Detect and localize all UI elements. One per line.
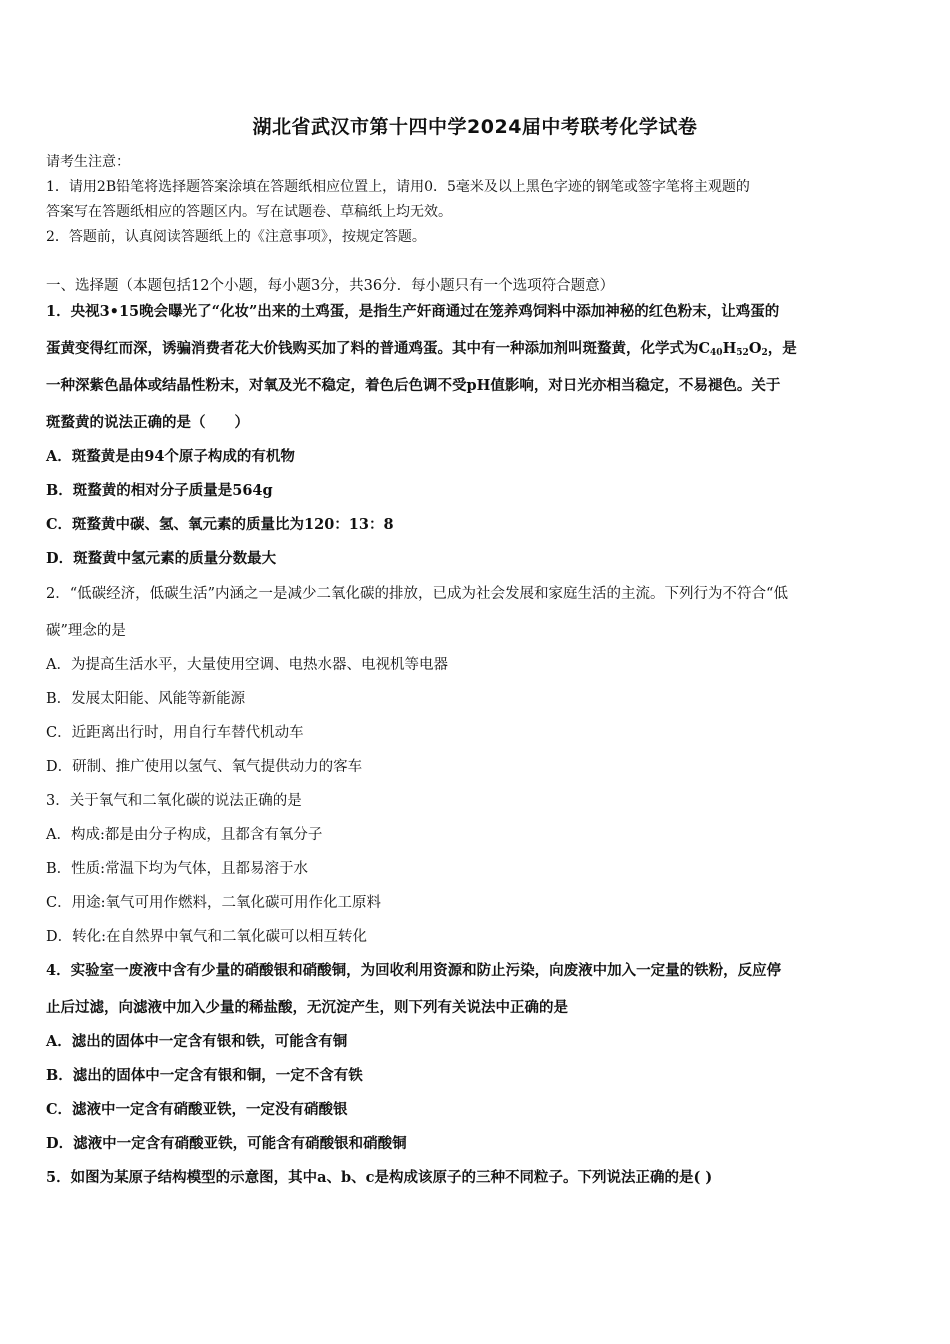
notice-item-1b: 答案写在答题纸相应的答题区内。写在试题卷、草稿纸上均无效。 bbox=[46, 204, 452, 220]
q1-option-d: D．斑蝥黄中氢元素的质量分数最大 bbox=[46, 550, 277, 567]
q1-stem-line1: 1．央视3•15晚会曝光了“化妆”出来的土鸡蛋，是指生产奸商通过在笼养鸡饲料中添加神秘的红色粉末，让鸡蛋的 bbox=[46, 303, 780, 320]
formula-sub-2: 2 bbox=[761, 348, 768, 358]
q4-option-d: D．滤液中一定含有硝酸亚铁，可能含有硝酸银和硝酸铜 bbox=[46, 1135, 407, 1152]
q1-stem-line2 bbox=[46, 339, 797, 363]
q2-option-a: A．为提高生活水平，大量使用空调、电热水器、电视机等电器 bbox=[46, 657, 448, 673]
q3-option-b: B．性质:常温下均为气体，且都易溶于水 bbox=[46, 861, 309, 877]
q2-stem-line2: 碳”理念的是 bbox=[46, 623, 126, 639]
formula-h: H bbox=[722, 340, 737, 357]
q1-stem-line4: 斑蝥黄的说法正确的是（ ） bbox=[46, 414, 249, 431]
q4-stem-line1: 4．实验室一废液中含有少量的硝酸银和硝酸铜，为回收利用资源和防止污染，向废液中加入一定量的铁粉，反应停 bbox=[46, 962, 782, 979]
formula-sub-52: 52 bbox=[736, 348, 749, 358]
q4-option-a: A．滤出的固体中一定含有银和铁，可能含有铜 bbox=[46, 1033, 348, 1050]
q5-stem-line1: 5．如图为某原子结构模型的示意图，其中a、b、c是构成该原子的三种不同粒子。下列说法正确的是( ) bbox=[46, 1169, 713, 1186]
formula-sub-40: 40 bbox=[710, 348, 723, 358]
q3-option-a: A．构成:都是由分子构成，且都含有氧分子 bbox=[46, 827, 323, 843]
q2-option-d: D．研制、推广使用以氢气、氧气提供动力的客车 bbox=[46, 759, 363, 775]
q3-option-d: D．转化:在自然界中氧气和二氧化碳可以相互转化 bbox=[46, 929, 368, 945]
q1-stem-line2-end: ，是 bbox=[767, 340, 797, 357]
q4-stem-line2: 止后过滤，向滤液中加入少量的稀盐酸，无沉淀产生，则下列有关说法中正确的是 bbox=[46, 999, 568, 1016]
page-title: 湖北省武汉市第十四中学2024届中考联考化学试卷 bbox=[252, 116, 698, 138]
q4-option-b: B．滤出的固体中一定含有银和铜，一定不含有铁 bbox=[46, 1067, 363, 1084]
q1-option-b: B．斑蝥黄的相对分子质量是564g bbox=[46, 482, 273, 499]
q1-option-c: C．斑蝥黄中碳、氢、氧元素的质量比为120：13：8 bbox=[46, 516, 394, 533]
q3-stem-line1: 3．关于氧气和二氧化碳的说法正确的是 bbox=[46, 793, 302, 809]
q3-option-c: C．用途:氧气可用作燃料，二氧化碳可用作化工原料 bbox=[46, 895, 381, 911]
q4-option-c: C．滤液中一定含有硝酸亚铁，一定没有硝酸银 bbox=[46, 1101, 348, 1118]
q1-stem-line2-text: 蛋黄变得红而深，诱骗消费者花大价钱购买加了料的普通鸡蛋。其中有一种添加剂叫斑蝥黄，化学式为C bbox=[46, 340, 711, 357]
q1-option-a: A．斑蝥黄是由94个原子构成的有机物 bbox=[46, 448, 295, 465]
notice-item-1a: 1．请用2B铅笔将选择题答案涂填在答题纸相应位置上，请用0．5毫米及以上黑色字迹的钢笔或签字笔将主观题的 bbox=[46, 179, 750, 195]
q2-option-c: C．近距离出行时，用自行车替代机动车 bbox=[46, 725, 304, 741]
q2-option-b: B．发展太阳能、风能等新能源 bbox=[46, 691, 246, 707]
formula-o: O bbox=[748, 340, 762, 357]
q2-stem-line1: 2．“低碳经济，低碳生活”内涵之一是减少二氧化碳的排放，已成为社会发展和家庭生活的主流。下列行为不符合“低 bbox=[46, 586, 788, 602]
notice-heading: 请考生注意： bbox=[46, 154, 130, 170]
section-heading: 一、选择题（本题包括12个小题，每小题3分，共36分．每小题只有一个选项符合题意） bbox=[46, 278, 615, 294]
q1-stem-line3: 一种深紫色晶体或结晶性粉末，对氧及光不稳定，着色后色调不受pH值影响，对日光亦相当稳定，不易褪色。关于 bbox=[46, 377, 781, 394]
notice-item-2: 2．答题前，认真阅读答题纸上的《注意事项》，按规定答题。 bbox=[46, 229, 426, 245]
